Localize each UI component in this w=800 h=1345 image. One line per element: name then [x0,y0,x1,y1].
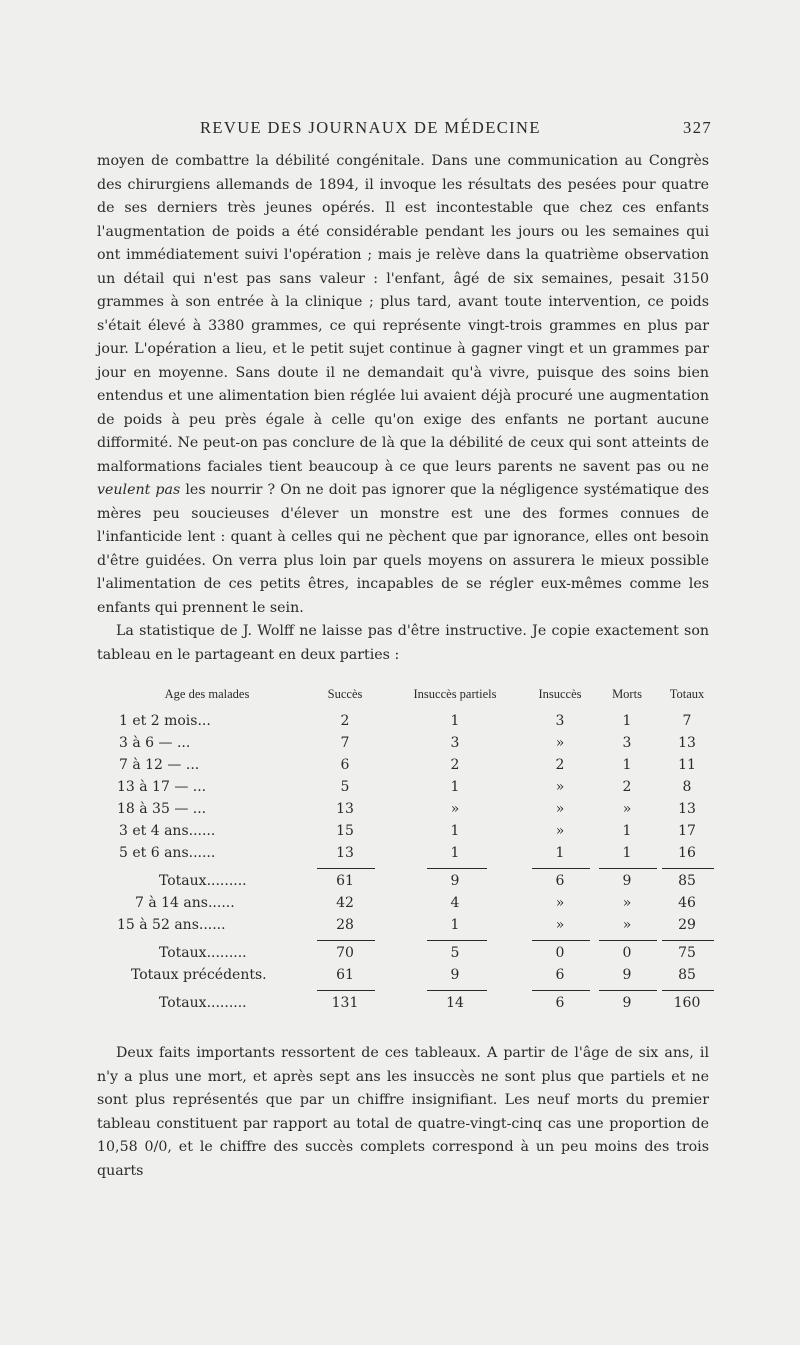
statistics-table [97,687,717,1037]
table-cell: » [555,801,565,817]
table-header-cell: Insuccès [538,687,582,701]
table-cell: 42 [336,895,354,911]
table-cell: 13 [336,801,354,817]
table-cell: 1 [622,845,632,861]
table-cell: 5 [450,945,460,961]
running-header [200,118,712,140]
table-cell: 1 [622,713,632,729]
table-cell: 2 [450,757,460,773]
page-number: 327 [683,118,712,137]
table-cell: » [555,917,565,933]
total-rule [317,940,375,941]
row-label: 3 à 6 — ... [119,735,191,751]
row-label: 1 et 2 mois... [119,713,211,729]
table-cell: 2 [555,757,565,773]
table-cell: » [555,823,565,839]
total-rule [317,990,375,991]
paragraph-text: les nourrir ? On ne doit pas ignorer que la négligence systématique des mères peu soucieuses d'élever un monstre est une des formes connues de l'infanticide lent : quant à celles qui ne pèchent que par ignorance, elles ont besoin d'être guidées. On verra plus loin par quels moyens on assurera le mieux possible l'alimentation de ces petits êtres, incapables de se régler eux-mêmes comme les enfants qui prennent le sein. [97,482,710,616]
table-cell: 70 [336,945,354,961]
row-label: 3 et 4 ans...... [119,823,216,839]
table-cell: 13 [678,801,696,817]
closing-text [97,1042,709,1183]
total-rule [427,990,487,991]
table-cell: 9 [450,967,460,983]
table-cell: 160 [673,995,701,1011]
row-label: 15 à 52 ans...... [117,917,226,933]
table-cell: 2 [622,779,632,795]
paragraph: Deux faits importants ressortent de ces tableaux. A partir de l'âge de six ans, il n'y a plus une mort, et après sept ans les insuccès ne sont plus que partiels et ne sont plus représentés que par un chiffre insignifiant. Les neuf morts du premier tableau constituent par rapport au total de quatre-vingt-cinq cas une proportion de 10,58 0/0, et le chiffre des succès complets correspond à un peu moins des trois quarts [97,1045,709,1179]
total-rule [662,940,714,941]
table-cell: » [555,735,565,751]
table-cell: 16 [678,845,696,861]
table-cell: 9 [622,967,632,983]
row-label: 7 à 12 — ... [119,757,200,773]
table-header-cell: Succès [327,687,363,701]
table-cell: 85 [678,967,696,983]
total-rule [599,868,657,869]
total-rule [427,940,487,941]
total-rule [532,990,590,991]
table-cell: 46 [678,895,696,911]
table-cell: 1 [450,845,460,861]
table-cell: 1 [450,713,460,729]
table-cell: 3 [622,735,632,751]
row-label: 18 à 35 — ... [117,801,207,817]
table-cell: 6 [555,967,565,983]
table-cell: » [622,895,632,911]
row-label: Totaux......... [159,945,247,961]
table-cell: 85 [678,873,696,889]
table-cell: 5 [340,779,350,795]
total-rule [599,990,657,991]
table-cell: 6 [555,995,565,1011]
table-cell: 2 [340,713,350,729]
table-cell: » [555,779,565,795]
table-cell: 131 [331,995,359,1011]
table-cell: 1 [622,823,632,839]
table-header-cell: Totaux [669,687,705,701]
table-cell: 13 [678,735,696,751]
journal-title: REVUE DES JOURNAUX DE MÉDECINE [200,118,541,137]
table-cell: 14 [446,995,464,1011]
table-cell: » [555,895,565,911]
total-rule [599,940,657,941]
row-label: 5 et 6 ans...... [119,845,216,861]
italic-phrase: veulent pas [97,482,181,498]
table-cell: 29 [678,917,696,933]
table-cell: 9 [622,873,632,889]
table-cell: 11 [678,757,696,773]
table-cell: 9 [622,995,632,1011]
table-cell: 75 [678,945,696,961]
table-cell: » [622,917,632,933]
total-rule [317,868,375,869]
table-cell: 7 [682,713,692,729]
table-cell: 4 [450,895,460,911]
total-rule [532,940,590,941]
table-cell: 61 [336,873,354,889]
table-header-cell: Age des malades [164,687,250,701]
total-rule [662,990,714,991]
paragraph-text: moyen de combattre la débilité congénitale. Dans une communication au Congrès des chirurgiens allemands de 1894, il invoque les résultats des pesées pour quatre de ses derniers très jeunes opérés. Il est incontestable que chez ces enfants l'augmentation de poids a été considérable pendant les jours ou les semaines qui ont immédiatement suivi l'opération ; mais je relève dans la quatrième observation un détail qui n'est pas sans valeur : l'enfant, âgé de six semaines, pesait 3150 grammes à son entrée à la clinique ; plus tard, avant toute intervention, ce poids s'était élevé à 3380 grammes, ce qui représente vingt-trois grammes en plus par jour. L'opération a lieu, et le petit sujet continue à gagner vingt et un grammes par jour en moyenne. Sans doute il ne demandait qu'à vivre, puisque des soins bien entendus et une alimentation bien réglée lui avaient déjà procuré une augmentation de poids à peu près égale à celle qu'on exige des enfants ne portant aucune difformité. Ne peut-on pas conclure de là que la débilité de ceux qui sont atteints de malformations faciales tient beaucoup à ce que leurs parents ne savent pas ou ne [97,153,709,475]
table-cell: 3 [450,735,460,751]
table-cell: 28 [336,917,354,933]
total-rule [532,868,590,869]
row-label: 7 à 14 ans...... [135,895,235,911]
total-rule [662,868,714,869]
table-cell: 3 [555,713,565,729]
table-header-cell: Morts [612,687,642,701]
table-cell: 13 [336,845,354,861]
table-cell: » [450,801,460,817]
table-cell: 1 [450,917,460,933]
table-cell: » [622,801,632,817]
row-label: Totaux......... [159,995,247,1011]
table-cell: 15 [336,823,354,839]
row-label: 13 à 17 — ... [117,779,207,795]
table-cell: 0 [622,945,632,961]
table-cell: 17 [678,823,696,839]
table-cell: 1 [555,845,565,861]
row-label: Totaux précédents. [131,967,267,983]
table-cell: 1 [450,823,460,839]
table-cell: 9 [450,873,460,889]
table-cell: 6 [340,757,350,773]
paragraph [97,150,709,620]
total-rule [427,868,487,869]
table-cell: 0 [555,945,565,961]
table-cell: 61 [336,967,354,983]
paragraph: La statistique de J. Wolff ne laisse pas d'être instructive. Je copie exactement son tableau en le partageant en deux parties : [97,623,709,663]
body-text [97,150,709,667]
table-header-cell: Insuccès partiels [413,687,497,701]
table-cell: 6 [555,873,565,889]
table-cell: 8 [682,779,692,795]
row-label: Totaux......... [159,873,247,889]
table-cell: 1 [450,779,460,795]
table-cell: 1 [622,757,632,773]
table-cell: 7 [340,735,350,751]
